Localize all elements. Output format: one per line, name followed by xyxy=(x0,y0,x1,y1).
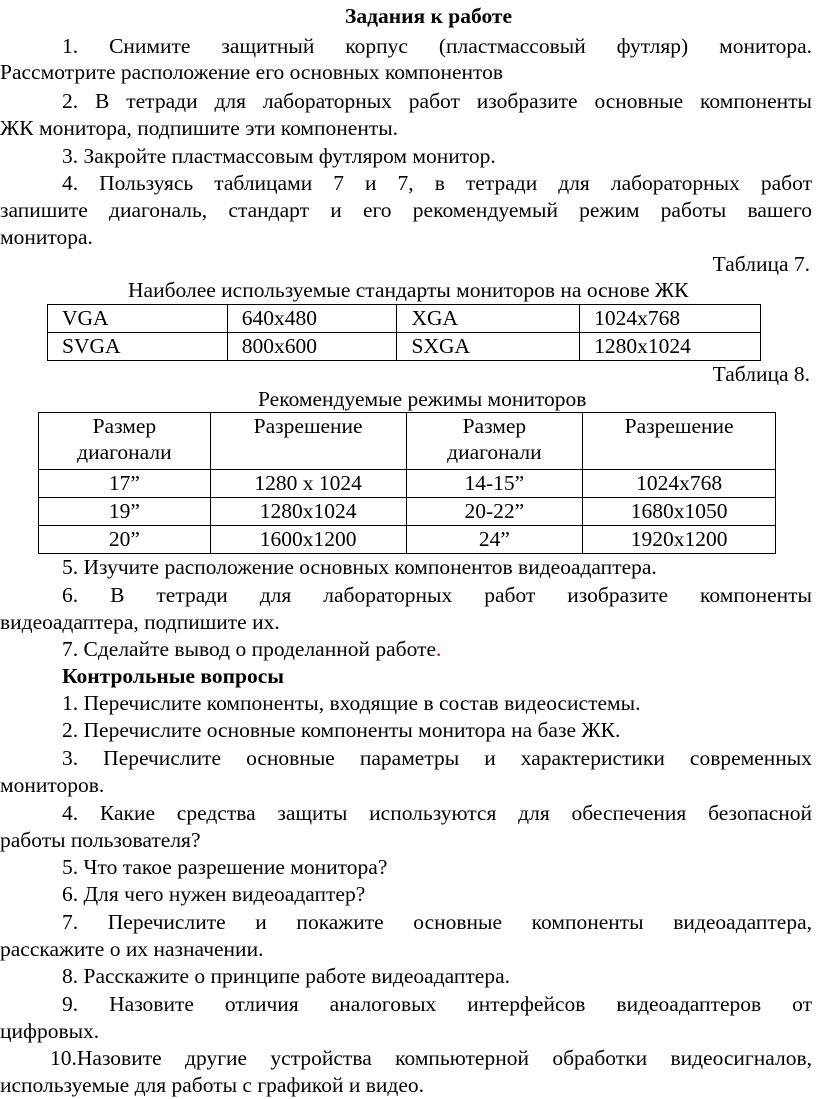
task-4-text: Пользуясь таблицами 7 и 7, в тетради для лабораторных работ xyxy=(99,171,812,195)
header-line: Разрешение xyxy=(624,414,734,438)
task-1-number: 1. xyxy=(62,34,79,58)
table-header-row xyxy=(39,413,776,470)
question-text: Расскажите о принципе работе видеоадаптера. xyxy=(83,964,511,988)
questions-heading: Контрольные вопросы xyxy=(62,664,285,688)
table-cell: 1024x768 xyxy=(583,470,776,498)
header-line: диагонали xyxy=(447,440,542,464)
header-line: Размер xyxy=(462,414,527,438)
task-7-period: . xyxy=(436,637,442,661)
task-5-number: 5. xyxy=(62,555,79,579)
question-text: Назовите отличия аналоговых интерфейсов видеоадаптеров от xyxy=(109,992,813,1016)
table-cell: 800x600 xyxy=(227,333,397,361)
task-1-line-2: Рассмотрите расположение его основных компонентов xyxy=(0,60,504,84)
question-text: Для чего нужен видеоадаптер? xyxy=(83,882,366,906)
task-6-number: 6. xyxy=(62,583,79,607)
column-header xyxy=(210,413,406,470)
page-title: Задания к работе xyxy=(345,4,513,28)
task-2-line-2: ЖК монитора, подпишите эти компоненты. xyxy=(0,116,399,140)
table-cell: XGA xyxy=(397,305,580,333)
table-cell: VGA xyxy=(48,305,228,333)
question-10-line-1 xyxy=(0,1045,812,1071)
question-9-line-2: цифровых. xyxy=(0,1019,100,1043)
table-row xyxy=(39,526,776,554)
table-8 xyxy=(38,412,776,554)
question-7-line-1 xyxy=(0,909,812,935)
task-5-line-1 xyxy=(62,554,657,580)
table-7-label: Таблица 7. xyxy=(712,252,810,276)
task-5-text: Изучите расположение основных компонентов видеоадаптера. xyxy=(83,555,657,579)
question-6 xyxy=(62,881,365,907)
question-number: 10. xyxy=(50,1046,77,1070)
table-cell: 640x480 xyxy=(227,305,397,333)
table-cell: 1280x1024 xyxy=(580,333,761,361)
table-cell: SVGA xyxy=(48,333,228,361)
question-number: 4. xyxy=(62,801,79,825)
task-1-text: Снимите защитный корпус (пластмассовый футляр) монитора. xyxy=(109,34,812,58)
question-5 xyxy=(62,854,387,880)
task-4-line-3: монитора. xyxy=(0,225,93,249)
table-row xyxy=(39,470,776,498)
question-4-line-1 xyxy=(0,800,812,826)
question-text: Перечислите основные параметры и характеристики современных xyxy=(103,746,812,770)
question-text: Назовите другие устройства компьютерной обработки видеосигналов, xyxy=(76,1046,812,1070)
header-line: Размер xyxy=(92,414,157,438)
task-1-line-1 xyxy=(0,33,812,59)
question-number: 9. xyxy=(62,992,79,1016)
question-number: 2. xyxy=(62,718,79,742)
column-header xyxy=(406,413,583,470)
task-7-line-1 xyxy=(62,636,441,662)
question-1 xyxy=(62,690,640,716)
table-7 xyxy=(47,304,761,361)
task-2-number: 2. xyxy=(62,89,79,113)
task-6-line-2: видеоадаптера, подпишите их. xyxy=(0,610,280,634)
task-4-line-2: запишите диагональ, стандарт и его рекомендуемый режим работы вашего xyxy=(0,198,812,222)
table-8-caption: Рекомендуемые режимы мониторов xyxy=(258,387,587,411)
question-3-line-1 xyxy=(0,745,812,771)
task-4-number: 4. xyxy=(62,171,79,195)
table-cell: 1680x1050 xyxy=(583,498,776,526)
task-7-number: 7. xyxy=(62,637,79,661)
task-2-text: В тетради для лабораторных работ изобразите основные компоненты xyxy=(95,89,813,113)
table-cell: 14-15” xyxy=(406,470,583,498)
question-4-line-2: работы пользователя? xyxy=(0,828,201,852)
question-2 xyxy=(62,717,620,743)
question-number: 8. xyxy=(62,964,79,988)
task-6-line-1 xyxy=(0,582,812,608)
question-number: 6. xyxy=(62,882,79,906)
table-cell: 20” xyxy=(39,526,211,554)
table-row xyxy=(39,498,776,526)
table-7-caption: Наиболее используемые стандарты мониторов на основе ЖК xyxy=(128,278,689,302)
column-header xyxy=(39,413,211,470)
question-number: 3. xyxy=(62,746,79,770)
question-number: 7. xyxy=(62,910,79,934)
task-2-line-1 xyxy=(0,88,812,114)
task-6-text: В тетради для лабораторных работ изобразите компоненты xyxy=(110,583,812,607)
question-7-line-2: расскажите о их назначении. xyxy=(0,937,264,961)
question-text: Какие средства защиты используются для обеспечения безопасной xyxy=(99,801,813,825)
task-3-number: 3. xyxy=(62,144,79,168)
question-text: Перечислите и покажите основные компоненты видеоадаптера, xyxy=(107,910,813,934)
task-7-text: Сделайте вывод о проделанной работе xyxy=(83,637,437,661)
header-line: Разрешение xyxy=(253,414,363,438)
question-10-line-2: используемые для работы с графикой и видео. xyxy=(0,1073,425,1097)
table-cell: 24” xyxy=(406,526,583,554)
header-line: диагонали xyxy=(77,440,172,464)
table-8-label: Таблица 8. xyxy=(712,362,810,386)
table-row xyxy=(48,333,761,361)
table-cell: 17” xyxy=(39,470,211,498)
table-cell: 20-22” xyxy=(406,498,583,526)
task-3-text: Закройте пластмассовым футляром монитор. xyxy=(83,144,496,168)
table-cell: 1600x1200 xyxy=(210,526,406,554)
question-number: 5. xyxy=(62,855,79,879)
table-cell: SXGA xyxy=(397,333,580,361)
question-text: Что такое разрешение монитора? xyxy=(83,855,388,879)
table-row xyxy=(48,305,761,333)
task-4-line-1 xyxy=(0,170,812,196)
question-text: Перечислите основные компоненты монитора на базе ЖК. xyxy=(83,718,621,742)
table-cell: 19” xyxy=(39,498,211,526)
question-8 xyxy=(62,963,510,989)
question-9-line-1 xyxy=(0,991,812,1017)
question-3-line-2: мониторов. xyxy=(0,773,105,797)
question-number: 1. xyxy=(62,691,79,715)
task-3-line-1 xyxy=(62,143,496,169)
table-cell: 1024x768 xyxy=(580,305,761,333)
table-cell: 1280 x 1024 xyxy=(210,470,406,498)
table-cell: 1920x1200 xyxy=(583,526,776,554)
column-header xyxy=(583,413,776,470)
table-cell: 1280x1024 xyxy=(210,498,406,526)
question-text: Перечислите компоненты, входящие в состав видеосистемы. xyxy=(83,691,641,715)
